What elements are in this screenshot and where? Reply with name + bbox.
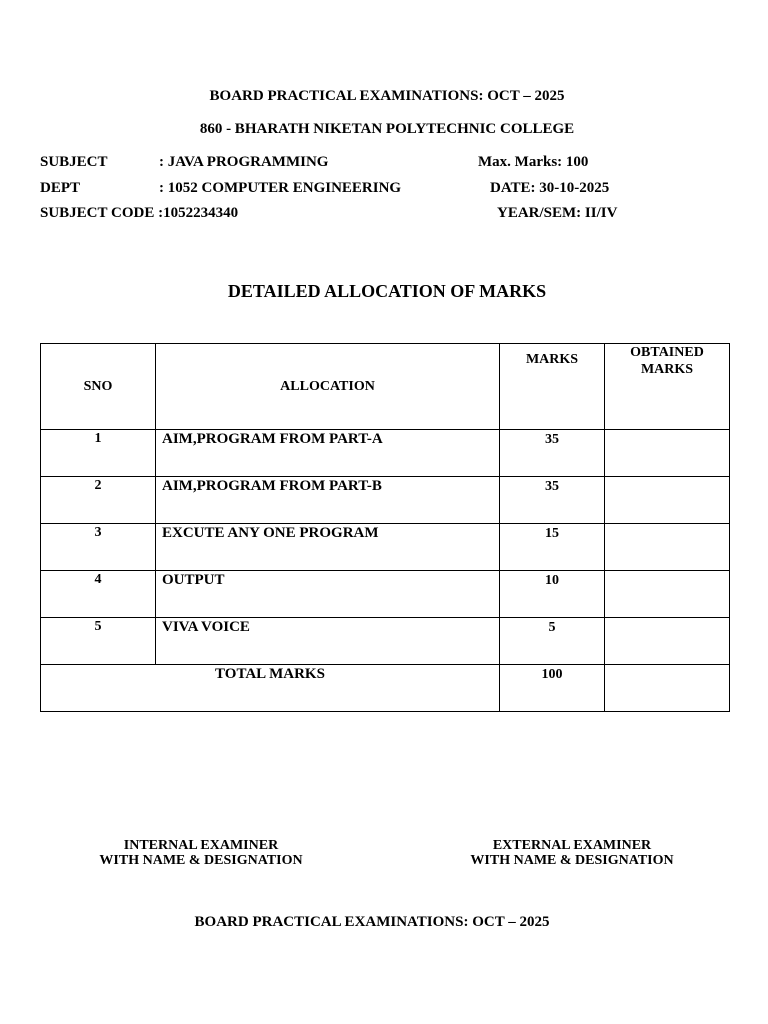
section-title: DETAILED ALLOCATION OF MARKS xyxy=(227,281,547,301)
row-sno: 2 xyxy=(41,477,156,524)
max-marks: Max. Marks: 100 xyxy=(478,154,589,170)
row-marks: 35 xyxy=(500,430,605,477)
table-row xyxy=(41,524,730,571)
header-allocation: ALLOCATION xyxy=(156,344,500,430)
header-obtained-marks xyxy=(605,344,730,430)
college-name: 860 - BHARATH NIKETAN POLYTECHNIC COLLEGE xyxy=(199,121,575,137)
table-row xyxy=(41,477,730,524)
total-marks-value: 100 xyxy=(500,665,605,712)
internal-examiner-signature xyxy=(60,838,342,868)
external-examiner-designation: WITH NAME & DESIGNATION xyxy=(470,853,674,868)
internal-examiner-title: INTERNAL EXAMINER xyxy=(123,838,279,853)
subject-code: SUBJECT CODE :1052234340 xyxy=(40,205,239,221)
row-sno: 3 xyxy=(41,524,156,571)
total-obtained-marks[interactable] xyxy=(605,665,730,712)
row-obtained-marks[interactable] xyxy=(605,571,730,618)
row-sno: 4 xyxy=(41,571,156,618)
footer-exam-title: BOARD PRACTICAL EXAMINATIONS: OCT – 2025 xyxy=(194,914,550,930)
exam-date: DATE: 30-10-2025 xyxy=(490,180,610,196)
subject-label: SUBJECT xyxy=(40,154,108,170)
table-header-row xyxy=(41,344,730,430)
row-obtained-marks[interactable] xyxy=(605,477,730,524)
external-examiner-title: EXTERNAL EXAMINER xyxy=(492,838,652,853)
row-obtained-marks[interactable] xyxy=(605,430,730,477)
header-obtained-line1: OBTAINED xyxy=(630,345,704,360)
row-sno: 1 xyxy=(41,430,156,477)
row-allocation: EXCUTE ANY ONE PROGRAM xyxy=(156,524,500,571)
row-marks: 5 xyxy=(500,618,605,665)
external-examiner-signature xyxy=(431,838,713,868)
dept-value: : 1052 COMPUTER ENGINEERING xyxy=(159,180,402,196)
row-allocation: AIM,PROGRAM FROM PART-B xyxy=(156,477,500,524)
row-sno: 5 xyxy=(41,618,156,665)
total-row xyxy=(41,665,730,712)
row-obtained-marks[interactable] xyxy=(605,618,730,665)
row-obtained-marks[interactable] xyxy=(605,524,730,571)
header-marks: MARKS xyxy=(500,344,605,430)
row-allocation: AIM,PROGRAM FROM PART-A xyxy=(156,430,500,477)
marks-allocation-table xyxy=(40,343,730,712)
row-marks: 35 xyxy=(500,477,605,524)
year-sem: YEAR/SEM: II/IV xyxy=(497,205,618,221)
dept-label: DEPT xyxy=(40,180,81,196)
table-row xyxy=(41,571,730,618)
subject-value: : JAVA PROGRAMMING xyxy=(159,154,329,170)
total-marks-label: TOTAL MARKS xyxy=(41,665,500,712)
row-allocation: VIVA VOICE xyxy=(156,618,500,665)
exam-title: BOARD PRACTICAL EXAMINATIONS: OCT – 2025 xyxy=(209,88,565,104)
header-obtained-line2: MARKS xyxy=(640,362,694,377)
table-row xyxy=(41,430,730,477)
header-sno: SNO xyxy=(41,344,156,430)
row-marks: 15 xyxy=(500,524,605,571)
internal-examiner-designation: WITH NAME & DESIGNATION xyxy=(99,853,303,868)
row-allocation: OUTPUT xyxy=(156,571,500,618)
table-row xyxy=(41,618,730,665)
row-marks: 10 xyxy=(500,571,605,618)
